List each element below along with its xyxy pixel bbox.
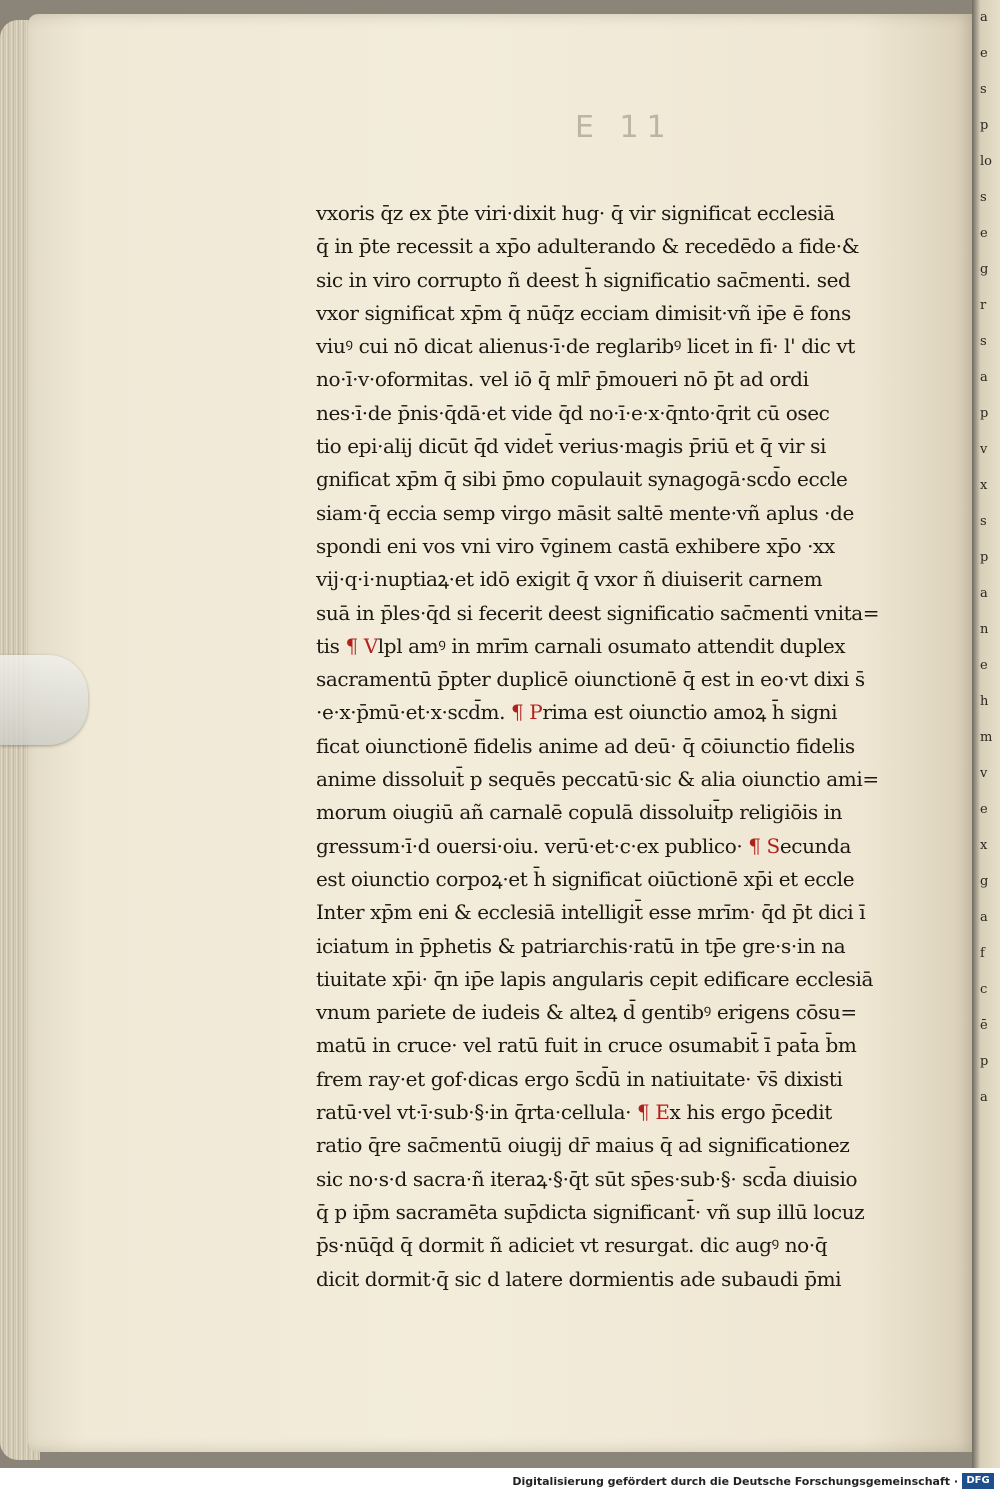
facing-page-fragment: s bbox=[980, 82, 987, 97]
rubric-initial: ¶ V bbox=[345, 633, 378, 658]
text-line bbox=[316, 597, 936, 630]
line-text: gressum·ī·d ouersi·oiu. verū·et·c·ex publico· bbox=[316, 833, 749, 858]
facing-page-fragment: x bbox=[980, 478, 988, 493]
text-line bbox=[316, 463, 936, 496]
line-text: ratio q̄re sac̄mentū oiugij dr̄ maius q̄ ad significationez bbox=[316, 1133, 850, 1158]
text-line bbox=[316, 763, 936, 796]
facing-page-fragment: ē bbox=[980, 1018, 988, 1033]
text-line bbox=[316, 730, 936, 763]
text-line bbox=[316, 696, 936, 729]
text-line bbox=[316, 397, 936, 430]
line-text: tis bbox=[316, 633, 346, 658]
line-text: est oiunctio corpoꝝ·et h̄ significat oiūctionē xp̄i et eccle bbox=[316, 866, 855, 891]
facing-page-fragment: n bbox=[980, 622, 989, 637]
text-line bbox=[316, 1263, 936, 1296]
line-text: no·ī·v·oformitas. vel iō q̄ mlr̄ p̄moueri nō p̄t ad ordi bbox=[316, 367, 809, 392]
text-line bbox=[316, 497, 936, 530]
line-text: gnificat xp̄m q̄ sibi p̄mo copulauit synagogā·scd̄o eccle bbox=[316, 467, 848, 492]
facing-page-fragment: e bbox=[980, 802, 988, 817]
text-line bbox=[316, 1129, 936, 1162]
text-line bbox=[316, 563, 936, 596]
text-line bbox=[316, 1229, 936, 1262]
line-text: vij·q·i·nuptiaꝝ·et idō exigit q̄ vxor ñ diuiserit carnem bbox=[316, 567, 823, 592]
line-text: matū in cruce· vel ratū fuit in cruce osumabit̄ ī pat̄a b̄m bbox=[316, 1033, 857, 1058]
facing-page-fragment: a bbox=[980, 910, 988, 925]
facing-page-fragment: m bbox=[980, 730, 993, 745]
line-text: vxor significat xp̄m q̄ nūq̄z ecciam dimisit·vñ ip̄e ē fons bbox=[316, 300, 851, 325]
line-text: dicit dormit·q̄ sic d latere dormientis ade subaudi p̄mi bbox=[316, 1266, 842, 1291]
rubric-initial: ¶ P bbox=[511, 700, 543, 725]
line-text: ·e·x·p̄mū·et·x·scd̄m. bbox=[316, 700, 512, 725]
dfg-logo-icon: DFG bbox=[962, 1473, 994, 1489]
line-text: ficat oiunctionē fidelis anime ad deū· q̄ cōiunctio fidelis bbox=[316, 733, 855, 758]
facing-page-fragment: f bbox=[980, 946, 985, 961]
text-line bbox=[316, 796, 936, 829]
facing-page-fragment: x bbox=[980, 838, 988, 853]
line-text: morum oiugiū añ carnalē copulā dissoluit̄p religiōis in bbox=[316, 800, 843, 825]
facing-page-fragment: e bbox=[980, 46, 988, 61]
pencil-shelf-mark: E 11 bbox=[575, 110, 674, 145]
facing-page-fragment: p bbox=[980, 1054, 989, 1069]
text-line bbox=[316, 663, 936, 696]
text-line bbox=[316, 264, 936, 297]
line-text: siam·q̄ eccia semp virgo māsit saltē mente·vñ aplus ·de bbox=[316, 500, 854, 525]
line-text: ratū·vel vt·ī·sub·§·in q̄rta·cellula· bbox=[316, 1100, 638, 1125]
line-text: q̄ in p̄te recessit a xp̄o adulterando & recedēdo a fide·& bbox=[316, 234, 860, 259]
line-text: q̄ p ip̄m sacramēta sup̄dicta significant̄· vñ sup illū locuz bbox=[316, 1199, 865, 1224]
text-line bbox=[316, 330, 936, 363]
facing-page-fragment: a bbox=[980, 370, 988, 385]
line-text: iciatum in p̄phetis & patriarchis·ratū in tp̄e gre·s·in na bbox=[316, 933, 846, 958]
page-clip bbox=[0, 655, 88, 745]
line-text-after-rubric: lpl amꝰ in mrīm carnali osumato attendit duplex bbox=[377, 633, 846, 658]
text-line bbox=[316, 1196, 936, 1229]
facing-page-fragment: g bbox=[980, 262, 989, 277]
line-text-after-rubric: rima est oiunctio amoꝝ h̄ signi bbox=[542, 700, 838, 725]
facing-page-fragment: h bbox=[980, 694, 989, 709]
line-text: viuꝰ cui nō dicat alienus·ī·de reglaribꝰ licet in fi· l' dic vt bbox=[316, 334, 855, 359]
text-line bbox=[316, 963, 936, 996]
line-text: sacramentū p̄pter duplicē oiunctionē q̄ est in eo·vt dixi s̄ bbox=[316, 667, 865, 692]
facing-page-fragment: a bbox=[980, 1090, 988, 1105]
line-text: spondi eni vos vni viro v̄ginem castā exhibere xp̄o ·xx bbox=[316, 533, 835, 558]
line-text: tio epi·alij dicūt q̄d videt̄ verius·magis p̄riū et q̄ vir si bbox=[316, 434, 827, 459]
text-line bbox=[316, 197, 936, 230]
facing-page-fragment: lo bbox=[980, 154, 992, 169]
facing-page-fragment: c bbox=[980, 982, 988, 997]
facing-page-fragment: p bbox=[980, 550, 989, 565]
line-text: nes·ī·de p̄nis·q̄dā·et vide q̄d no·ī·e·x·q̄nto·q̄rit cū osec bbox=[316, 400, 830, 425]
text-line bbox=[316, 896, 936, 929]
facing-page-fragment: p bbox=[980, 118, 989, 133]
funding-credit: Digitalisierung gefördert durch die Deutsche Forschungsgemeinschaft · bbox=[512, 1475, 958, 1488]
text-line bbox=[316, 530, 936, 563]
text-line bbox=[316, 1063, 936, 1096]
line-text: tiuitate xp̄i· q̄n ip̄e lapis angularis cepit edificare ecclesiā bbox=[316, 966, 874, 991]
line-text: sic no·s·d sacra·ñ iteraꝝ·§·q̄t sūt sp̄es·sub·§· scd̄a diuisio bbox=[316, 1166, 858, 1191]
text-line bbox=[316, 297, 936, 330]
facing-page-fragment: a bbox=[980, 586, 988, 601]
text-line bbox=[316, 996, 936, 1029]
line-text: vnum pariete de iudeis & alteꝝ d̄ gentibꝰ erigens cōsu= bbox=[316, 1000, 857, 1025]
line-text: sic in viro corrupto ñ deest h̄ significatio sac̄menti. sed bbox=[316, 267, 851, 292]
text-line bbox=[316, 1163, 936, 1196]
footer-bar bbox=[0, 1468, 1000, 1495]
line-text: frem ray·et gof·dicas ergo s̄cd̄ū in natiuitate· v̄s̄ dixisti bbox=[316, 1066, 843, 1091]
facing-page-fragment: a bbox=[980, 10, 988, 25]
text-line bbox=[316, 430, 936, 463]
text-line bbox=[316, 630, 936, 663]
line-text: vxoris q̄z ex p̄te viri·dixit hug· q̄ vir significat ecclesiā bbox=[316, 201, 835, 225]
rubric-initial: ¶ E bbox=[637, 1100, 670, 1125]
line-text: suā in p̄les·q̄d si fecerit deest significatio sac̄menti vnita= bbox=[316, 600, 880, 625]
facing-page-fragment: r bbox=[980, 298, 987, 313]
facing-page-edge bbox=[972, 0, 1000, 1468]
facing-page-fragment: s bbox=[980, 190, 987, 205]
text-column bbox=[316, 197, 936, 1296]
text-line bbox=[316, 830, 936, 863]
text-line bbox=[316, 1029, 936, 1062]
text-line bbox=[316, 930, 936, 963]
facing-page-fragment: v bbox=[980, 442, 988, 457]
facing-page-fragment: e bbox=[980, 658, 988, 673]
text-line bbox=[316, 363, 936, 396]
line-text: Inter xp̄m eni & ecclesiā intelligit̄ esse mrīm· q̄d p̄t dici ī bbox=[316, 900, 866, 925]
facing-page-fragment: p bbox=[980, 406, 989, 421]
facing-page-fragment: v bbox=[980, 766, 988, 781]
facing-page-fragment: e bbox=[980, 226, 988, 241]
text-line bbox=[316, 230, 936, 263]
line-text-after-rubric: ecunda bbox=[779, 833, 851, 858]
facing-page-fragment: s bbox=[980, 514, 987, 529]
line-text: p̄s·nūq̄d q̄ dormit ñ adiciet vt resurgat. dic augꝰ no·q̄ bbox=[316, 1233, 828, 1258]
rubric-initial: ¶ S bbox=[748, 833, 780, 858]
text-line bbox=[316, 863, 936, 896]
line-text-after-rubric: x his ergo p̄cedit bbox=[669, 1100, 832, 1125]
line-text: anime dissoluit̄ p sequēs peccatū·sic & alia oiunctio ami= bbox=[316, 767, 879, 792]
facing-page-fragment: g bbox=[980, 874, 989, 889]
facing-page-fragment: s bbox=[980, 334, 987, 349]
text-line bbox=[316, 1096, 936, 1129]
